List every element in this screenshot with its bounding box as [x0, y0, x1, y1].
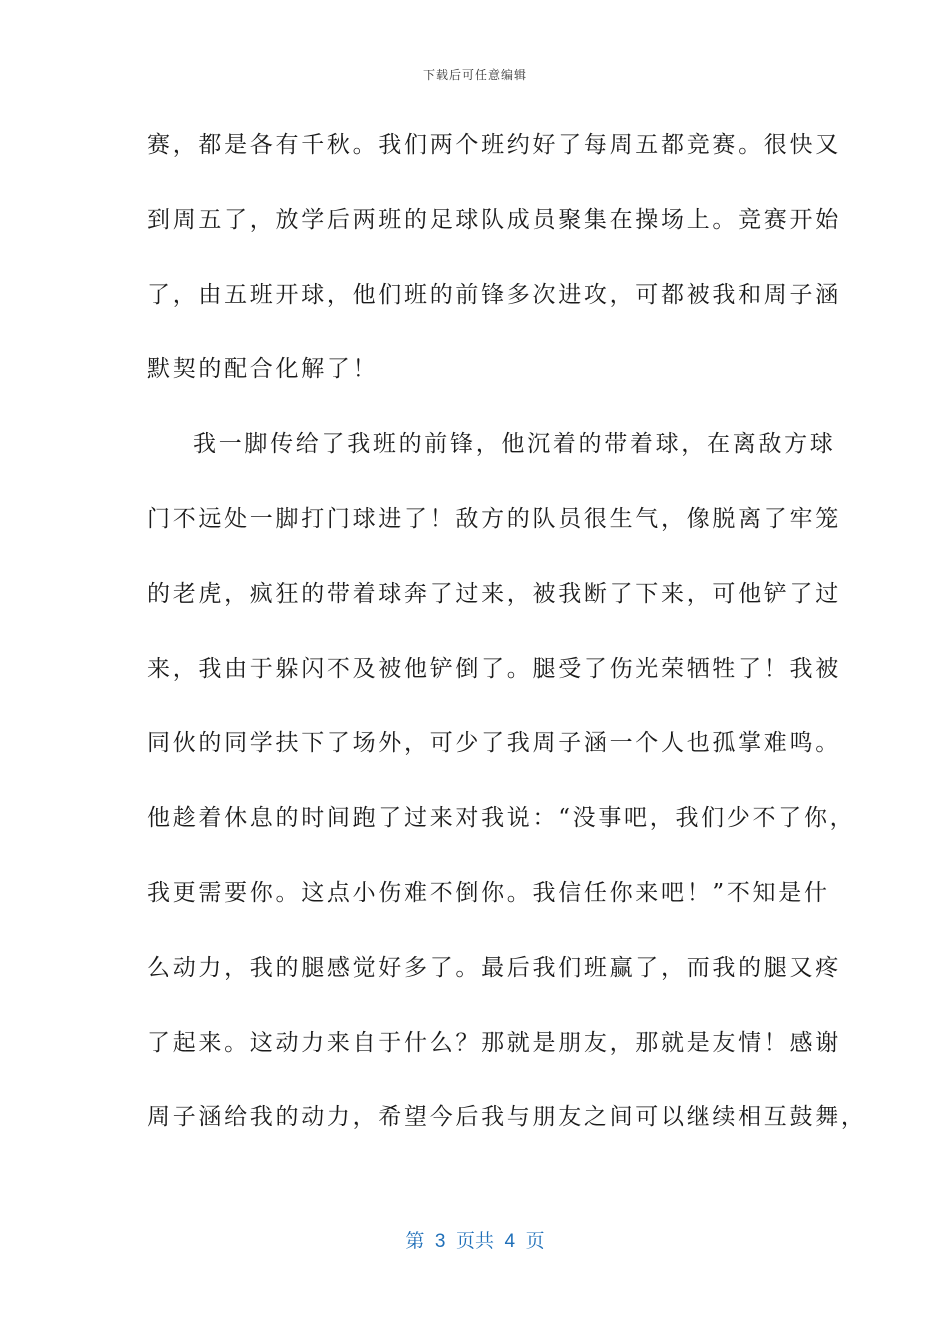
- text-line: 么动力，我的腿感觉好多了。最后我们班赢了，而我的腿又疼: [147, 954, 841, 981]
- text-line: 我更需要你。这点小伤难不倒你。我信任你来吧！”不知是什: [147, 879, 830, 906]
- text-line: 同伙的同学扶下了场外，可少了我周子涵一个人也孤掌难鸣。: [147, 730, 841, 757]
- text-line: 门不远处一脚打门球进了！敌方的队员很生气，像脱离了牢笼: [147, 505, 841, 532]
- text-line: 来，我由于躲闪不及被他铲倒了。腿受了伤光荣牺牲了！我被: [147, 655, 841, 682]
- text-line: 了起来。这动力来自于什么？那就是朋友，那就是友情！感谢: [147, 1029, 841, 1056]
- document-body: [147, 121, 867, 1168]
- text-line: 到周五了，放学后两班的足球队成员聚集在操场上。竞赛开始: [147, 206, 841, 233]
- paragraph-start-line: 我一脚传给了我班的前锋，他沉着的带着球，在离敌方球: [193, 431, 836, 458]
- text-line: 他趁着休息的时间跑了过来对我说：“没事吧，我们少不了你，: [147, 805, 856, 832]
- page-number-footer: 第 3 页共 4 页: [405, 1231, 545, 1252]
- text-line: 赛，都是各有千秋。我们两个班约好了每周五都竞赛。很快又: [147, 132, 841, 158]
- text-line: 了，由五班开球，他们班的前锋多次进攻，可都被我和周子涵: [147, 281, 841, 308]
- page-header: 下载后可任意编辑: [422, 68, 527, 82]
- text-line: 默契的配合化解了！: [147, 356, 379, 383]
- text-line: 的老虎，疯狂的带着球奔了过来，被我断了下来，可他铲了过: [147, 580, 841, 607]
- text-line: 周子涵给我的动力，希望今后我与朋友之间可以继续相互鼓舞，: [147, 1104, 867, 1131]
